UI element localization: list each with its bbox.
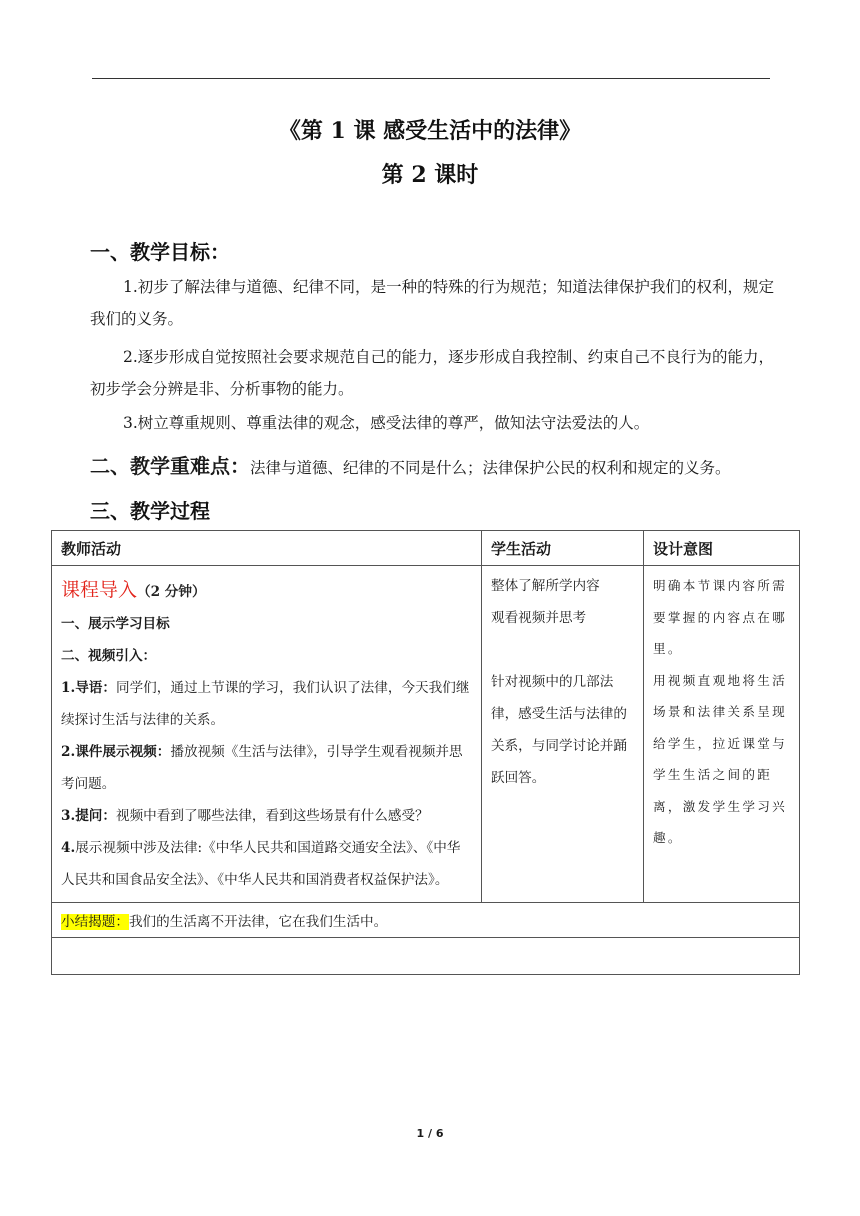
summary-row <box>52 903 800 938</box>
student-text-1: 整体了解所学内容 <box>491 578 600 594</box>
empty-cell <box>52 938 800 975</box>
page-subtitle: 第 2 课时 <box>381 162 479 188</box>
goal-item-2: 2.逐步形成自觉按照社会要求规范自己的能力，逐步形成自我控制、约束自己不良行为的能力，初步学会分辨是非、分析事物的能力。 <box>90 348 774 398</box>
process-table <box>51 530 800 975</box>
column-header-design: 设计意图 <box>644 531 800 566</box>
teacher-item-1 <box>61 672 473 736</box>
item-2-label: 2.课件展示视频： <box>61 744 171 760</box>
teacher-item-4 <box>61 832 473 896</box>
goals-heading: 一、教学目标： <box>90 240 230 264</box>
goal-item-3: 3.树立尊重规则、尊重法律的观念，感受法律的尊严，做知法守法爱法的人。 <box>123 414 650 432</box>
student-text-3: 针对视频中的几部法律，感受生活与法律的关系，与同学讨论并踊跃回答。 <box>491 674 627 786</box>
focus-text: 法律与道德、纪律的不同是什么；法律保护公民的权利和规定的义务。 <box>250 459 731 477</box>
column-header-student: 学生活动 <box>482 531 644 566</box>
table-header-row <box>52 531 800 566</box>
teacher-line-2: 二、视频引入： <box>61 648 157 664</box>
section-title-line <box>61 574 473 608</box>
teacher-activity-cell <box>52 566 482 903</box>
table-row <box>52 566 800 903</box>
summary-text: 我们的生活离不开法律，它在我们生活中。 <box>128 914 388 930</box>
item-1-text: 同学们，通过上节课的学习，我们认识了法律，今天我们继续探讨生活与法律的关系。 <box>61 680 470 728</box>
process-heading: 三、教学过程 <box>90 499 210 523</box>
item-4-label: 4. <box>61 840 76 856</box>
focus-section <box>90 450 790 479</box>
item-3-label: 3.提问： <box>61 808 116 824</box>
page-title: 《第 1 课 感受生活中的法律》 <box>278 118 582 144</box>
item-1-label: 1.导语： <box>61 680 116 696</box>
item-4-text: 展示视频中涉及法律:《中华人民共和国道路交通安全法》、《中华人民共和国食品安全法》、《中华人民共和国消费者权益保护法》。 <box>61 840 461 888</box>
spacer <box>491 634 637 666</box>
student-activity-cell <box>482 566 644 903</box>
item-2-text: 播放视频《生活与法律》，引导学生观看视频并思考问题。 <box>61 744 463 792</box>
design-text-1: 明确本节课内容所需要掌握的内容点在哪里。 <box>653 578 788 656</box>
header-rule <box>92 78 770 79</box>
focus-heading: 二、教学重难点： <box>90 454 250 478</box>
page-number: 1 / 6 <box>416 1127 444 1140</box>
student-text-2: 观看视频并思考 <box>491 610 587 626</box>
summary-label: 小结揭题： <box>61 914 129 930</box>
design-text-2: 用视频直观地将生活场景和法律关系呈现给学生，拉近课堂与学生生活之间的距离，激发学生学习兴趣。 <box>653 672 788 845</box>
teacher-item-2 <box>61 736 473 800</box>
item-3-text: 视频中看到了哪些法律，看到这些场景有什么感受？ <box>115 808 429 824</box>
empty-row <box>52 938 800 975</box>
teacher-item-3 <box>61 800 473 832</box>
section-title: 课程导入 <box>61 579 138 601</box>
column-header-teacher: 教师活动 <box>52 531 482 566</box>
summary-cell <box>52 903 800 938</box>
goal-item-1: 1.初步了解法律与道德、纪律不同，是一种的特殊的行为规范；知道法律保护我们的权利，规定我们的义务。 <box>90 278 774 328</box>
section-duration: （2 分钟） <box>137 584 206 600</box>
teacher-line-1: 一、展示学习目标 <box>61 616 170 632</box>
design-intent-cell <box>644 566 800 903</box>
